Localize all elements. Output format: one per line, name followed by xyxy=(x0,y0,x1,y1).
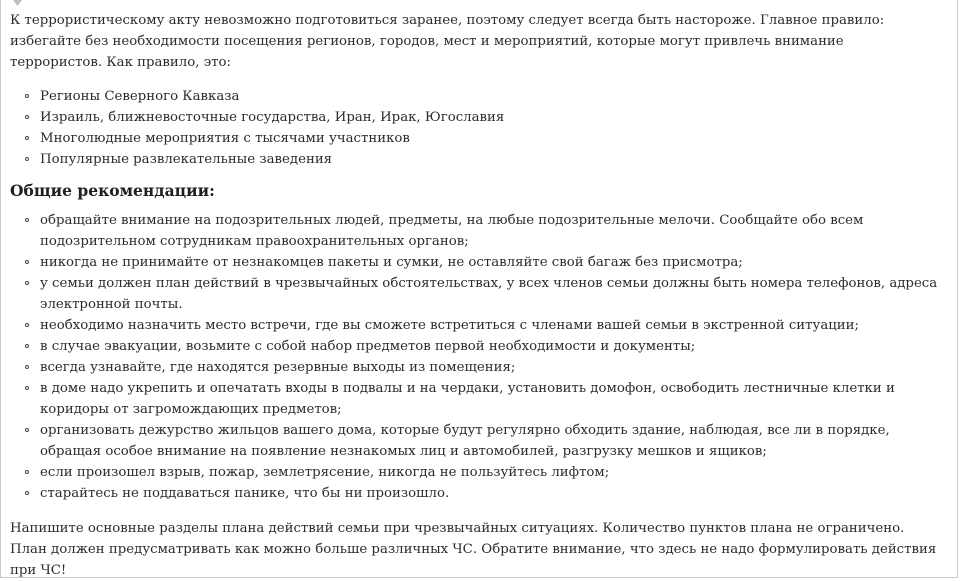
task-paragraph: Напишите основные разделы плана действий семьи при чрезвычайных ситуациях. Количество пунктов плана не ограничено. План должен предусматривать как можно больше различных ЧС. Обратите внимание, что здесь не надо формулировать действия при ЧС! xyxy=(10,521,937,578)
list-item: Популярные развлекательные заведения xyxy=(10,149,940,170)
article-content xyxy=(10,10,940,581)
recommendations-list xyxy=(10,210,940,504)
list-item: никогда не принимайте от незнакомцев пакеты и сумки, не оставляйте свой багаж без присмотра; xyxy=(10,252,940,273)
list-item: старайтесь не поддаваться панике, что бы ни произошло. xyxy=(10,483,940,504)
recommendations-heading: Общие рекомендации: xyxy=(10,181,215,200)
list-item: в доме надо укрепить и опечатать входы в подвалы и на чердаки, установить домофон, освободить лестничные клетки и коридоры от загромождающих предметов; xyxy=(10,378,940,420)
list-item: Израиль, ближневосточные государства, Иран, Ирак, Югославия xyxy=(10,107,940,128)
list-item: организовать дежурство жильцов вашего дома, которые будут регулярно обходить здание, наблюдая, все ли в порядке, обращая особое внимание на появление незнакомых лиц и автомобилей, разгрузку мешков и ящиков; xyxy=(10,420,940,462)
list-item: всегда узнавайте, где находятся резервные выходы из помещения; xyxy=(10,357,940,378)
intro-paragraph: К террористическому акту невозможно подготовиться заранее, поэтому следует всегда быть настороже. Главное правило: избегайте без необходимости посещения регионов, городов, мест и мероприятий, которые могут привлечь внимание террористов. Как правило, это: xyxy=(10,13,885,70)
list-item: Многолюдные мероприятия с тысячами участников xyxy=(10,128,940,149)
list-item: у семьи должен план действий в чрезвычайных обстоятельствах, у всех членов семьи должны быть номера телефонов, адреса электронной почты. xyxy=(10,273,940,315)
list-item: если произошел взрыв, пожар, землетрясение, никогда не пользуйтесь лифтом; xyxy=(10,462,940,483)
list-item: необходимо назначить место встречи, где вы сможете встретиться с членами вашей семьи в экстренной ситуации; xyxy=(10,315,940,336)
risk-places-list xyxy=(10,86,940,170)
list-item: обращайте внимание на подозрительных людей, предметы, на любые подозрительные мелочи. Сообщайте обо всем подозрительном сотрудникам правоохранительных органов; xyxy=(10,210,940,252)
list-item: Регионы Северного Кавказа xyxy=(10,86,940,107)
list-item: в случае эвакуации, возьмите с собой набор предметов первой необходимости и документы; xyxy=(10,336,940,357)
